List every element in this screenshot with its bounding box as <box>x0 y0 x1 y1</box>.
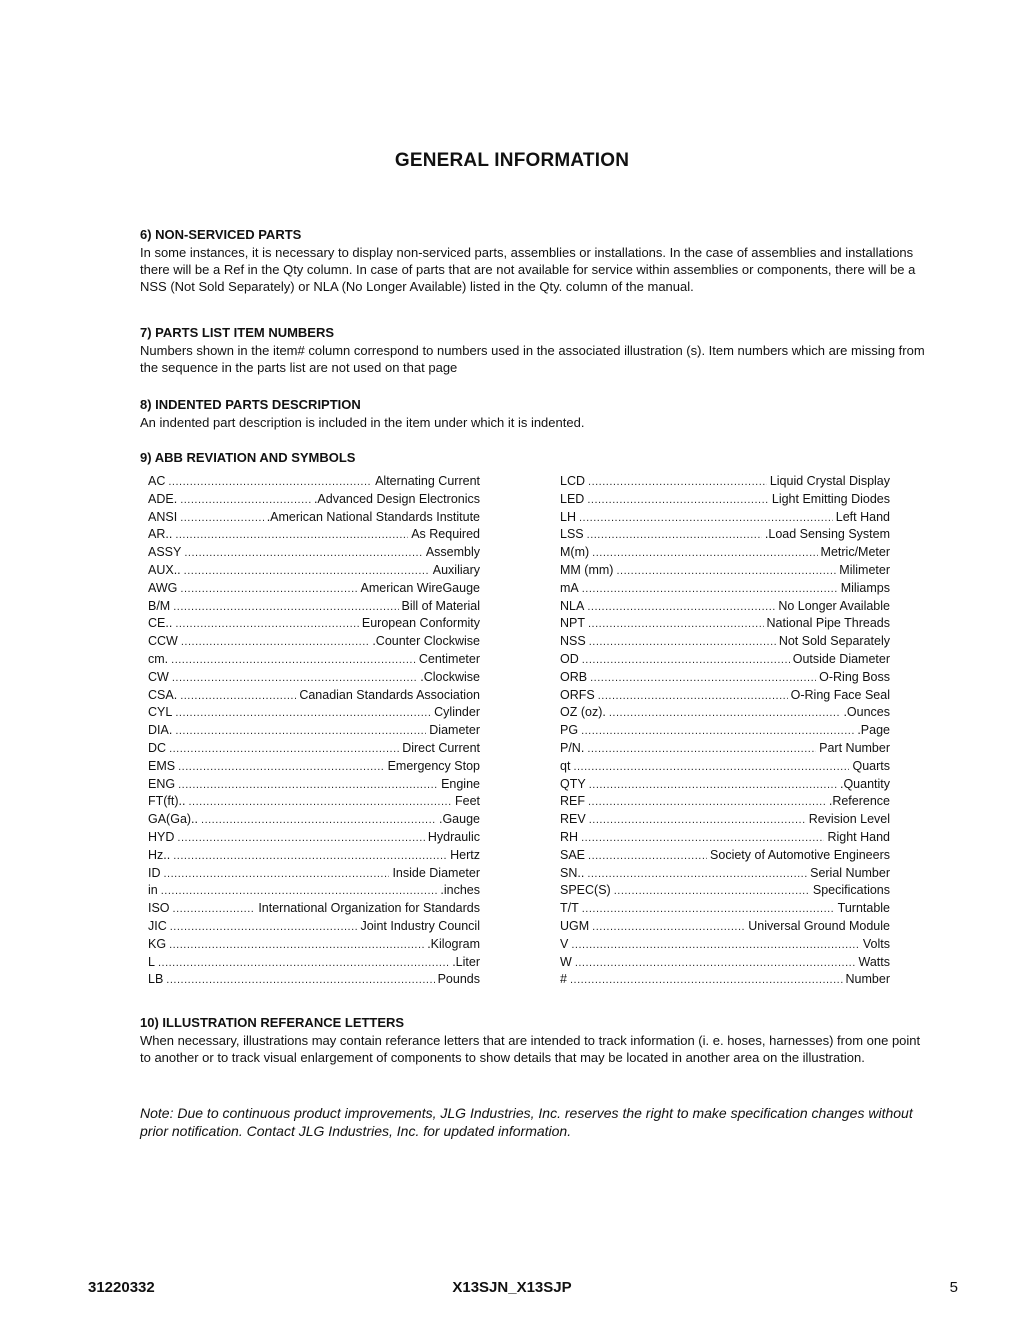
abbreviation-term: ANSI <box>148 509 178 524</box>
abbreviation-row <box>560 865 890 883</box>
abbreviation-row <box>560 615 890 633</box>
abbreviation-term: NSS <box>560 634 586 649</box>
abbreviation-definition: Miliamps <box>840 580 890 595</box>
abbreviation-row <box>560 633 890 651</box>
abbreviation-term: MM (mm) <box>560 562 614 577</box>
abbreviation-definition: Serial Number <box>810 865 890 880</box>
abbreviation-term: # <box>560 972 567 987</box>
abbreviation-definition: .Quantity <box>839 776 890 791</box>
abbreviation-row <box>148 562 480 580</box>
dot-leader <box>158 955 449 973</box>
abbreviation-term: FT(ft).. <box>148 794 186 809</box>
section-non-serviced-parts <box>140 226 930 295</box>
abbreviation-definition: Feet <box>454 794 480 809</box>
abbreviation-definition: O-Ring Boss <box>819 669 890 684</box>
abbreviation-row <box>560 918 890 936</box>
abbreviation-term: qt <box>560 758 571 773</box>
dot-leader <box>587 527 762 545</box>
dot-leader <box>170 919 358 937</box>
abbreviation-term: GA(Ga).. <box>148 812 199 827</box>
abbreviation-definition: Right Hand <box>827 829 890 844</box>
abbreviation-row <box>148 900 480 918</box>
abbreviation-row <box>560 544 890 562</box>
abbreviation-definition: Light Emitting Diodes <box>771 491 890 506</box>
abbreviation-definition: .inches <box>440 883 480 898</box>
abbreviation-row <box>560 971 890 989</box>
section-heading: 8) INDENTED PARTS DESCRIPTION <box>140 397 361 412</box>
abbreviation-definition: Liquid Crystal Display <box>769 474 890 488</box>
abbreviation-row <box>560 704 890 722</box>
abbreviation-row <box>148 580 480 598</box>
abbreviation-definition: .Ounces <box>843 705 890 720</box>
abbreviation-term: Hz.. <box>148 847 171 862</box>
abbreviation-row <box>148 722 480 740</box>
abbreviation-definition: Alternating Current <box>375 474 480 488</box>
abbreviation-term: SAE <box>560 847 586 862</box>
dot-leader <box>582 581 838 599</box>
dot-leader <box>172 670 417 688</box>
dot-leader <box>582 901 835 919</box>
abbreviation-definition: .Gauge <box>438 812 480 827</box>
dot-leader <box>173 901 256 919</box>
dot-leader <box>589 634 776 652</box>
abbreviation-definition: Universal Ground Module <box>748 918 890 933</box>
dot-leader <box>589 777 837 795</box>
abbreviation-row <box>148 704 480 722</box>
abbreviation-term: KG <box>148 936 167 951</box>
abbreviation-row <box>148 776 480 794</box>
abbreviation-row <box>560 829 890 847</box>
dot-leader <box>161 883 438 901</box>
note-text: Note: Due to continuous product improvements, JLG Industries, Inc. reserves the right to make specification changes without prior notification. Contact JLG Industries, Inc. for updated information. <box>140 1105 913 1139</box>
abbreviation-term: OD <box>560 651 579 666</box>
abbreviation-term: DC <box>148 740 167 755</box>
section-illustration-reference-letters <box>140 1014 930 1066</box>
abbreviation-term: DIA. <box>148 723 173 738</box>
abbreviation-term: LED <box>560 491 585 506</box>
dot-leader <box>587 492 769 510</box>
section-text: Numbers shown in the item# column correspond to numbers used in the associated illustration (s). Item numbers which are missing from the sequence in the parts list are not used on that page <box>140 343 925 375</box>
abbreviation-term: SPEC(S) <box>560 883 611 898</box>
abbreviation-row <box>560 526 890 544</box>
abbreviation-term: B/M <box>148 598 171 613</box>
abbreviation-definition: .Liter <box>452 954 480 969</box>
dot-leader <box>570 972 843 990</box>
abbreviation-definition: .Clockwise <box>420 669 480 684</box>
dot-leader <box>175 723 426 741</box>
abbreviation-term: AUX.. <box>148 562 181 577</box>
abbreviation-definition: No Longer Available <box>778 598 890 613</box>
abbreviation-term: NLA <box>560 598 585 613</box>
dot-leader <box>184 563 430 581</box>
abbreviation-row <box>560 580 890 598</box>
abbreviation-term: PG <box>560 723 579 738</box>
abbreviation-row <box>560 776 890 794</box>
dot-leader <box>598 688 788 706</box>
abbreviation-definition: .Advanced Design Electronics <box>313 491 480 506</box>
abbreviation-term: cm. <box>148 651 169 666</box>
abbreviation-row <box>148 936 480 954</box>
dot-leader <box>164 866 390 884</box>
dot-leader <box>171 652 416 670</box>
footer-model: X13SJN_X13SJP <box>452 1279 572 1296</box>
dot-leader <box>180 581 357 599</box>
dot-leader <box>180 688 296 706</box>
abbreviation-term: SN.. <box>560 865 585 880</box>
abbreviation-term: ORB <box>560 669 588 684</box>
abbreviation-definition: Bill of Material <box>401 598 480 613</box>
section-heading: 9) ABB REVIATION AND SYMBOLS <box>140 450 356 465</box>
dot-leader <box>166 972 434 990</box>
abbreviation-term: REV <box>560 812 586 827</box>
dot-leader <box>588 474 767 492</box>
abbreviation-row <box>148 829 480 847</box>
dot-leader <box>592 545 817 563</box>
dot-leader <box>588 848 707 866</box>
abbreviation-row <box>560 882 890 900</box>
abbreviation-definition: European Conformity <box>361 616 480 631</box>
abbreviation-definition: Milimeter <box>839 562 890 577</box>
dot-leader <box>168 474 372 492</box>
abbreviation-definition: Joint Industry Council <box>360 918 480 933</box>
abbreviation-definition: Diameter <box>429 723 480 738</box>
dot-leader <box>582 652 790 670</box>
abbreviation-definition: Engine <box>441 776 480 791</box>
abbreviation-row <box>560 687 890 705</box>
abbreviation-term: AR.. <box>148 527 173 542</box>
dot-leader <box>184 545 422 563</box>
abbreviation-definition: As Required <box>411 527 480 542</box>
dot-leader <box>581 723 854 741</box>
abbreviation-term: V <box>560 936 569 951</box>
abbreviation-definition: Volts <box>862 936 890 951</box>
abbreviation-row <box>148 811 480 829</box>
abbreviation-row <box>148 687 480 705</box>
abbreviation-definition: Society of Automotive Engineers <box>710 847 890 862</box>
abbreviation-row <box>148 633 480 651</box>
abbreviation-term: CW <box>148 669 169 684</box>
abbreviation-definition: Inside Diameter <box>392 865 480 880</box>
dot-leader <box>177 830 424 848</box>
abbreviation-definition: Hydraulic <box>427 829 480 844</box>
abbreviation-term: JIC <box>148 918 167 933</box>
abbreviation-term: T/T <box>560 901 579 916</box>
abbreviation-row <box>560 740 890 758</box>
abbreviation-term: LCD <box>560 474 586 488</box>
abbreviation-row <box>560 722 890 740</box>
abbreviation-row <box>560 651 890 669</box>
dot-leader <box>587 866 807 884</box>
dot-leader <box>609 705 841 723</box>
abbreviation-row <box>148 473 480 491</box>
page-title: GENERAL INFORMATION <box>394 150 630 171</box>
abbreviation-row <box>148 669 480 687</box>
abbreviation-row <box>560 954 890 972</box>
abbreviation-row <box>148 740 480 758</box>
dot-leader <box>175 616 359 634</box>
abbreviation-row <box>148 847 480 865</box>
section-heading: 10) ILLUSTRATION REFERANCE LETTERS <box>140 1015 405 1030</box>
abbreviation-term: LH <box>560 509 576 524</box>
abbreviation-row <box>148 865 480 883</box>
abbreviation-term: ADE. <box>148 491 178 506</box>
abbreviation-definition: International Organization for Standards <box>258 901 480 916</box>
abbreviation-definition: Centimeter <box>418 651 480 666</box>
abbreviation-definition: .Counter Clockwise <box>372 634 480 649</box>
abbreviation-term: CCW <box>148 634 178 649</box>
dot-leader <box>181 634 369 652</box>
dot-leader <box>180 492 311 510</box>
abbreviation-row <box>560 669 890 687</box>
abbreviation-term: OZ (oz). <box>560 705 606 720</box>
abbreviation-term: QTY <box>560 776 586 791</box>
abbreviation-definition: Assembly <box>425 545 480 560</box>
abbreviation-term: LSS <box>560 527 584 542</box>
abbreviation-definition: .Reference <box>828 794 890 809</box>
abbreviation-term: AWG <box>148 580 178 595</box>
dot-leader <box>201 812 436 830</box>
abbreviation-term: M(m) <box>560 545 590 560</box>
abbreviation-term: CSA. <box>148 687 178 702</box>
abbreviation-row <box>148 954 480 972</box>
abbreviation-definition: Left Hand <box>835 509 890 524</box>
section-heading: 6) NON-SERVICED PARTS <box>140 227 302 242</box>
abbreviation-row <box>148 793 480 811</box>
abbreviation-definition: Revision Level <box>808 812 890 827</box>
dot-leader <box>178 777 438 795</box>
abbreviation-term: EMS <box>148 758 176 773</box>
section-text: An indented part description is included in the item under which it is indented. <box>140 415 585 430</box>
abbreviation-term: W <box>560 954 572 969</box>
abbreviation-row <box>560 811 890 829</box>
abbreviation-row <box>560 900 890 918</box>
dot-leader <box>590 670 816 688</box>
abbreviation-row <box>148 918 480 936</box>
dot-leader <box>614 883 810 901</box>
abbreviation-term: LB <box>148 972 164 987</box>
abbreviation-term: mA <box>560 580 579 595</box>
abbreviation-definition: Emergency Stop <box>387 758 480 773</box>
footer-page-number: 5 <box>949 1279 958 1296</box>
abbreviation-row <box>560 598 890 616</box>
abbreviation-definition: Canadian Standards Association <box>299 687 480 702</box>
abbreviation-row <box>560 473 890 491</box>
abbreviation-term: ID <box>148 865 161 880</box>
abbreviation-row <box>560 562 890 580</box>
abbreviation-definition: National Pipe Threads <box>766 616 890 631</box>
section-text: When necessary, illustrations may contain referance letters that are intended to track information (i. e. hoses, harnesses) from one point to another or to track visual enlargement of components to show details that may be located in another area on the illustration. <box>140 1033 921 1065</box>
dot-leader <box>571 937 860 955</box>
abbreviation-list-right <box>560 473 890 989</box>
note <box>140 1104 930 1140</box>
abbreviation-term: ASSY <box>148 545 182 560</box>
abbreviation-row <box>148 509 480 527</box>
abbreviation-row <box>560 793 890 811</box>
abbreviation-term: UGM <box>560 918 590 933</box>
footer-publication-number: 31220332 <box>88 1279 155 1296</box>
abbreviation-definition: Cylinder <box>434 705 480 720</box>
abbreviation-term: CE.. <box>148 616 173 631</box>
abbreviation-definition: Turntable <box>837 901 890 916</box>
abbreviation-definition: Part Number <box>819 740 890 755</box>
abbreviation-row <box>560 936 890 954</box>
abbreviation-row <box>148 615 480 633</box>
abbreviation-term: CYL <box>148 705 173 720</box>
dot-leader <box>573 759 849 777</box>
abbreviation-definition: Not Sold Separately <box>778 634 890 649</box>
dot-leader <box>592 919 745 937</box>
abbreviation-row <box>148 544 480 562</box>
abbreviation-row <box>148 882 480 900</box>
dot-leader <box>189 794 452 812</box>
dot-leader <box>180 510 264 528</box>
abbreviation-row <box>148 491 480 509</box>
dot-leader <box>175 705 431 723</box>
dot-leader <box>587 599 775 617</box>
abbreviation-term: L <box>148 954 155 969</box>
dot-leader <box>581 830 824 848</box>
abbreviation-definition: O-Ring Face Seal <box>790 687 890 702</box>
dot-leader <box>575 955 856 973</box>
abbreviation-definition: .Page <box>857 723 890 738</box>
abbreviation-term: ISO <box>148 901 170 916</box>
abbreviation-row <box>560 758 890 776</box>
section-abbreviations <box>140 449 930 467</box>
abbreviation-definition: .American National Standards Institute <box>266 509 480 524</box>
abbreviation-row <box>148 971 480 989</box>
abbreviation-row <box>148 598 480 616</box>
dot-leader <box>169 937 424 955</box>
abbreviation-definition: Specifications <box>812 883 890 898</box>
dot-leader <box>175 527 408 545</box>
abbreviation-row <box>148 651 480 669</box>
abbreviation-term: RH <box>560 829 579 844</box>
section-text: In some instances, it is necessary to display non-serviced parts, assemblies or installations. In the case of assemblies and installations there will be a Ref in the Qty column. In case of parts that are not available for service within assemblies or components, there will be a NSS (Not Sold Separately) or NLA (No Longer Available) listed in the Qty. column of the manual. <box>140 245 916 294</box>
dot-leader <box>589 812 806 830</box>
abbreviation-definition: Outside Diameter <box>792 651 890 666</box>
abbreviation-row <box>560 509 890 527</box>
abbreviation-row <box>148 526 480 544</box>
abbreviation-definition: Direct Current <box>402 740 480 755</box>
dot-leader <box>616 563 836 581</box>
dot-leader <box>588 616 764 634</box>
dot-leader <box>588 794 826 812</box>
section-heading: 7) PARTS LIST ITEM NUMBERS <box>140 325 335 340</box>
abbreviation-term: HYD <box>148 829 175 844</box>
dot-leader <box>178 759 384 777</box>
abbreviation-definition: Pounds <box>437 972 480 987</box>
abbreviation-definition: Auxiliary <box>432 562 480 577</box>
abbreviation-term: ENG <box>148 776 176 791</box>
abbreviation-definition: American WireGauge <box>360 580 480 595</box>
abbreviation-definition: .Load Sensing System <box>764 527 890 542</box>
dot-leader <box>169 741 399 759</box>
abbreviation-term: NPT <box>560 616 585 631</box>
abbreviation-row <box>560 847 890 865</box>
dot-leader <box>173 599 398 617</box>
abbreviation-definition: Hertz <box>450 847 480 862</box>
abbreviation-row <box>560 491 890 509</box>
abbreviation-definition: .Kilogram <box>427 936 480 951</box>
abbreviation-definition: Quarts <box>852 758 890 773</box>
abbreviation-row <box>148 758 480 776</box>
section-indented-parts-description <box>140 396 930 431</box>
abbreviation-definition: Metric/Meter <box>820 545 890 560</box>
dot-leader <box>579 510 833 528</box>
abbreviation-definition: Watts <box>858 954 890 969</box>
dot-leader <box>587 741 816 759</box>
abbreviation-definition: Number <box>845 972 890 987</box>
dot-leader <box>173 848 447 866</box>
abbreviation-term: AC <box>148 474 166 488</box>
abbreviation-list-left <box>148 473 480 989</box>
abbreviation-term: P/N. <box>560 740 585 755</box>
abbreviation-term: REF <box>560 794 585 809</box>
abbreviation-term: in <box>148 883 158 898</box>
section-parts-list-item-numbers <box>140 324 930 376</box>
abbreviation-term: ORFS <box>560 687 595 702</box>
